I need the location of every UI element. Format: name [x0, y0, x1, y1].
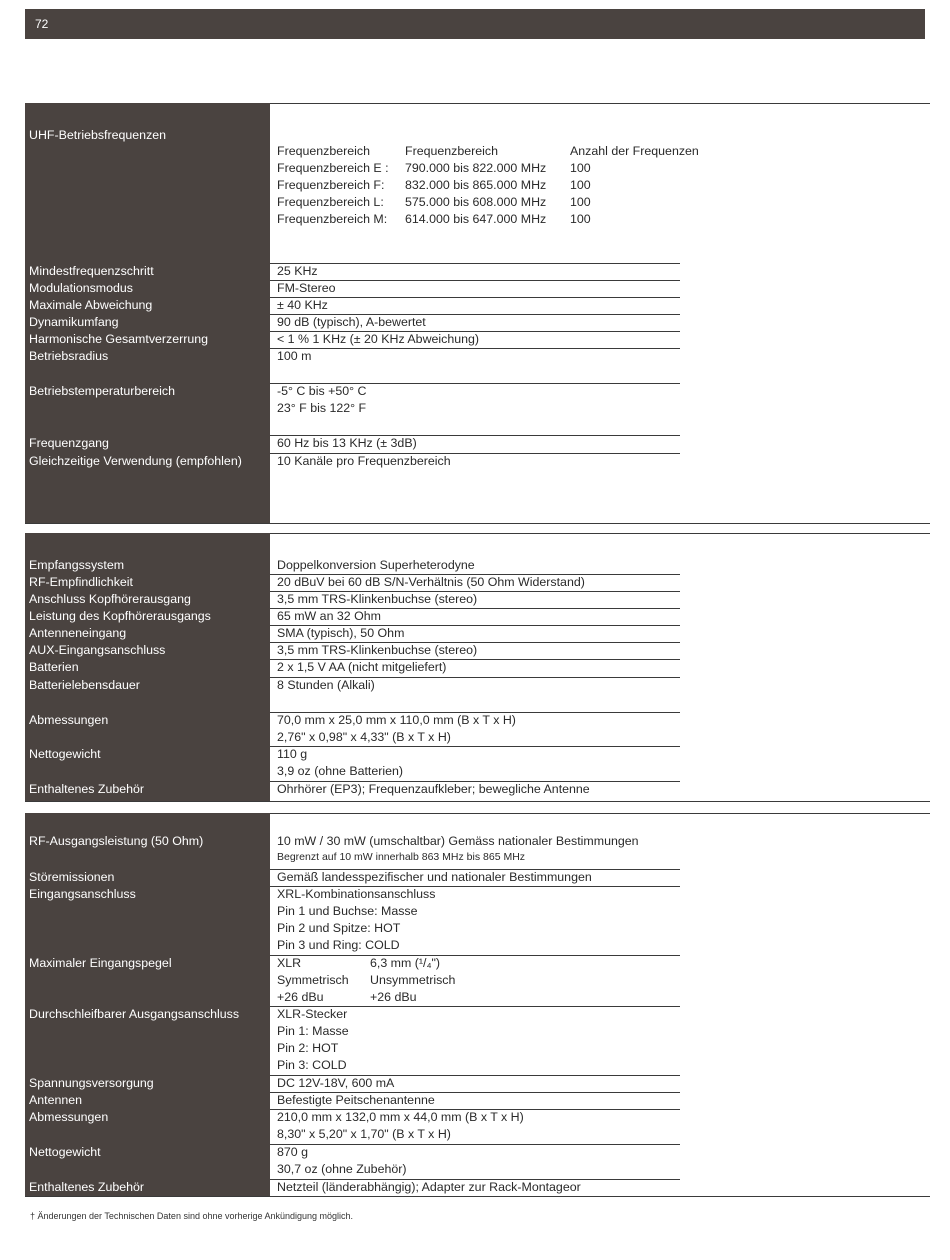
spec-row	[25, 435, 930, 453]
spec-label: Enthaltenes Zubehör	[25, 1179, 270, 1196]
spec-row	[25, 746, 930, 781]
spec-value: DC 12V-18V, 600 mA	[277, 1076, 395, 1090]
spec-value: Befestigte Peitschenantenne	[277, 1093, 435, 1107]
frequency-table-row: Frequenzbereich F: 832.000 bis 865.000 MHz 100	[277, 178, 591, 192]
spec-row	[25, 955, 930, 1006]
spec-label: Maximaler Eingangspegel	[25, 955, 270, 1006]
spec-row	[25, 314, 930, 331]
spec-label: Betriebstemperaturbereich	[25, 383, 270, 435]
spec-value: 110 g 3,9 oz (ohne Batterien)	[277, 747, 404, 778]
spec-label: Antennen	[25, 1092, 270, 1109]
spec-label: Modulationsmodus	[25, 280, 270, 297]
spec-row	[25, 331, 930, 348]
spec-label: Enthaltenes Zubehör	[25, 781, 270, 801]
spec-label: UHF-Betriebsfrequenzen	[25, 103, 270, 263]
spec-value: XRL-Kombinationsanschluss Pin 1 und Buchse: Masse Pin 2 und Spitze: HOT Pin 3 und Ring: COLD	[277, 887, 436, 952]
spec-row	[25, 1109, 930, 1144]
spec-row	[25, 383, 930, 435]
spec-value: 3,5 mm TRS-Klinkenbuchse (stereo)	[277, 643, 478, 657]
frequency-table-header: Frequenzbereich Frequenzbereich Anzahl der Frequenzen	[277, 144, 699, 158]
spec-label: Mindestfrequenzschritt	[25, 263, 270, 280]
spec-value: < 1 % 1 KHz (± 20 KHz Abweichung)	[277, 332, 480, 346]
spec-row	[25, 659, 930, 677]
spec-label: Betriebsradius	[25, 348, 270, 383]
spec-label: Störemissionen	[25, 869, 270, 886]
spec-row	[25, 625, 930, 642]
spec-value: Netzteil (länderabhängig); Adapter zur Rack-Montageor	[277, 1180, 581, 1194]
spec-label: Nettogewicht	[25, 746, 270, 781]
spec-value: XLR-Stecker Pin 1: Masse Pin 2: HOT Pin 3: COLD	[277, 1007, 349, 1072]
spec-value: 10 mW / 30 mW (umschaltbar) Gemäss nationaler Bestimmungen Begrenzt auf 10 mW innerhalb 863 MHz bis 865 MHz	[277, 813, 680, 869]
spec-row	[25, 1179, 930, 1196]
spec-row	[25, 1144, 930, 1179]
spec-label: Abmessungen	[25, 1109, 270, 1144]
spec-label: Empfangssystem	[25, 533, 270, 574]
spec-label: Leistung des Kopfhörerausgangs	[25, 608, 270, 625]
spec-value: 3,5 mm TRS-Klinkenbuchse (stereo)	[277, 592, 478, 606]
spec-row	[25, 263, 930, 280]
spec-value: 8 Stunden (Alkali)	[277, 678, 375, 692]
spec-section-receiver	[25, 533, 930, 801]
spec-value: 25 KHz	[277, 264, 318, 278]
frequency-table-row: Frequenzbereich E : 790.000 bis 822.000 MHz 100	[277, 161, 591, 175]
spec-value: Ohrhörer (EP3); Frequenzaufkleber; bewegliche Antenne	[277, 782, 590, 796]
spec-value: 60 Hz bis 13 KHz (± 3dB)	[277, 436, 417, 450]
spec-row	[25, 608, 930, 625]
spec-label: Eingangsanschluss	[25, 886, 270, 955]
spec-value: 870 g 30,7 oz (ohne Zubehör)	[277, 1145, 407, 1176]
spec-value: 2 x 1,5 V AA (nicht mitgeliefert)	[277, 660, 447, 674]
spec-value: SMA (typisch), 50 Ohm	[277, 626, 405, 640]
spec-row	[25, 280, 930, 297]
frequency-table	[277, 143, 730, 228]
spec-row	[25, 677, 930, 712]
spec-value: ± 40 KHz	[277, 298, 328, 312]
spec-row	[25, 869, 930, 886]
spec-row-rf-output	[25, 813, 930, 869]
spec-row	[25, 591, 930, 608]
spec-row	[25, 1075, 930, 1092]
spec-label: Frequenzgang	[25, 435, 270, 453]
spec-row	[25, 574, 930, 591]
frequency-table-row: Frequenzbereich L: 575.000 bis 608.000 MHz 100	[277, 195, 591, 209]
spec-label: Harmonische Gesamtverzerrung	[25, 331, 270, 348]
spec-value: FM-Stereo	[277, 281, 336, 295]
spec-value: 20 dBuV bei 60 dB S/N-Verhältnis (50 Ohm Widerstand)	[277, 575, 585, 589]
page-number: 72	[35, 17, 49, 31]
section-bottom-rule	[25, 523, 930, 524]
spec-label: Antenneneingang	[25, 625, 270, 642]
spec-row	[25, 642, 930, 659]
frequency-table-row: Frequenzbereich M: 614.000 bis 647.000 MHz 100	[277, 212, 591, 226]
spec-label: Batterien	[25, 659, 270, 677]
section-bottom-rule	[25, 1196, 930, 1197]
spec-label: Dynamikumfang	[25, 314, 270, 331]
spec-value: 70,0 mm x 25,0 mm x 110,0 mm (B x T x H) 2,76" x 0,98" x 4,33" (B x T x H)	[277, 713, 516, 744]
spec-value: 100 m	[277, 349, 312, 363]
spec-label: Spannungsversorgung	[25, 1075, 270, 1092]
spec-label: AUX-Eingangsanschluss	[25, 642, 270, 659]
spec-value: -5° C bis +50° C 23° F bis 122° F	[277, 384, 367, 415]
spec-value: 65 mW an 32 Ohm	[277, 609, 381, 623]
spec-value: 10 Kanäle pro Frequenzbereich	[277, 454, 451, 468]
spec-row	[25, 1092, 930, 1109]
spec-row	[25, 886, 930, 955]
spec-label: Abmessungen	[25, 712, 270, 746]
spec-label: Maximale Abweichung	[25, 297, 270, 314]
spec-row	[25, 1006, 930, 1075]
spec-label: Batterielebensdauer	[25, 677, 270, 712]
rf-output-note: Begrenzt auf 10 mW innerhalb 863 MHz bis 865 MHz	[277, 851, 526, 863]
spec-label: Gleichzeitige Verwendung (empfohlen)	[25, 453, 270, 523]
spec-row	[25, 348, 930, 383]
spec-section-general	[25, 103, 930, 523]
input-level-table: XLR 6,3 mm (¹/₄") Symmetrisch Unsymmetrisch +26 dBu +26 dBu	[277, 956, 456, 1004]
section-bottom-rule	[25, 801, 930, 802]
spec-label: RF-Ausgangsleistung (50 Ohm)	[25, 813, 270, 869]
spec-value: 210,0 mm x 132,0 mm x 44,0 mm (B x T x H) 8,30" x 5,20" x 1,70" (B x T x H)	[277, 1110, 524, 1141]
footnote: † Änderungen der Technischen Daten sind ohne vorherige Ankündigung möglich.	[30, 1211, 354, 1221]
spec-section-transmitter	[25, 813, 930, 1196]
spec-row	[25, 781, 930, 801]
spec-label: Nettogewicht	[25, 1144, 270, 1179]
spec-row-uhf	[25, 103, 930, 263]
spec-label: Anschluss Kopfhörerausgang	[25, 591, 270, 608]
spec-row	[25, 533, 930, 574]
spec-label: RF-Empfindlichkeit	[25, 574, 270, 591]
spec-label: Durchschleifbarer Ausgangsanschluss	[25, 1006, 270, 1075]
spec-row	[25, 297, 930, 314]
spec-value: Gemäß landesspezifischer und nationaler Bestimmungen	[277, 870, 592, 884]
spec-row	[25, 712, 930, 746]
spec-value: 90 dB (typisch), A-bewertet	[277, 315, 426, 329]
page-header-bar	[25, 9, 925, 39]
spec-value: Doppelkonversion Superheterodyne	[277, 558, 475, 572]
spec-row	[25, 453, 930, 523]
